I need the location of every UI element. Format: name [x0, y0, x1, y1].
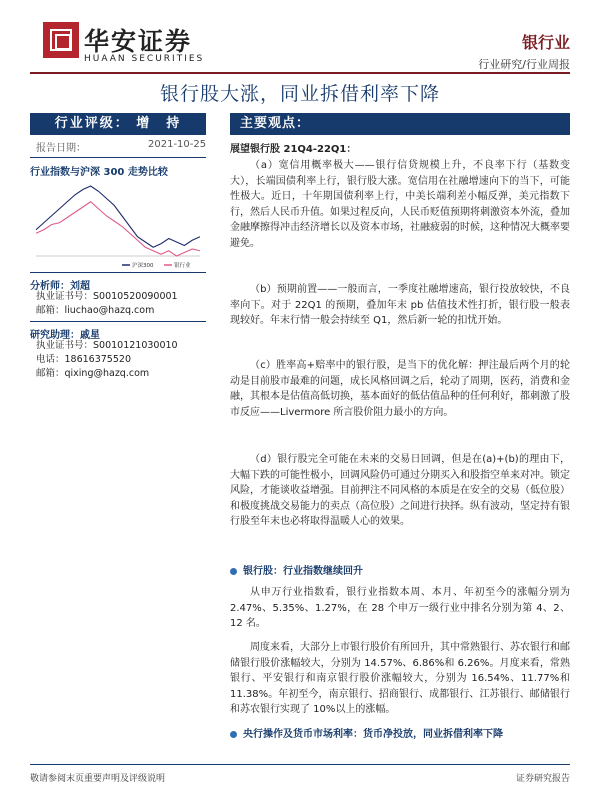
paragraph-d: （d）银行股完全可能在未来的交易日回调，但是在(a)+(b)的理由下，大幅下跌的可能性极小，回调风险仍可通过分期买入和股指空单来对冲。锁定风险，才能谈收益增强。目前押注不同风格的本质是在安全的交易（低位股）和极度挑战交易能力的卖点（高位股）之间进行抉择。纵有波动，坚定持有银行股至年末也必将取得温暖人心的效果。 [230, 454, 570, 527]
paragraph-index: 从申万行业指数看，银行业指数本周、本月、年初至今的涨幅分别为 2.47%、5.35%、1.27%，在 28 个申万一级行业中排名分别为第 4、2、12 名。 [230, 587, 570, 629]
section-bullet-central-bank [230, 725, 503, 740]
company-logo-icon [43, 22, 79, 58]
outlook-lead: 展望银行股 21Q4-22Q1： [230, 144, 357, 155]
logo-chinese-name: 华安证券 [84, 27, 193, 56]
footer-divider [30, 764, 570, 765]
series-line-0 [36, 186, 200, 247]
paragraph-weekly: 周度来看，大部分上市银行股价有所回升，其中常熟银行、苏农银行和邮储银行股价涨幅较大，分别为 14.57%、6.86%和 6.26%。月度来看，常熟银行、平安银行和南京银行股价涨幅较大，分别为 16.54%、11.77%和 11.38%。年初至今，南京银行、招商银行、成都银行、江苏银行、邮储银行和苏农银行实现了 10%以上的涨幅。 [230, 642, 570, 715]
assistant-email: 邮箱：qixing@hazq.com [36, 368, 150, 379]
report-title: 银行股大涨，同业拆借利率下降 [159, 83, 440, 105]
industry-rating: 行业评级： 增 持 [30, 113, 206, 135]
analyst-email: 邮箱：liuchao@hazq.com [36, 305, 155, 316]
report-date-value: 2021-10-25 [148, 139, 207, 150]
paragraph-b: （b）预期前置——一般而言，一季度社融增速高，银行投放较快，不良率向下。对于 22Q1 的预期，叠加年末 pb 估值技术性打折，银行股一般表现较好。年末行情一般会持续至 Q1，然后新一轮的扣忧开始。 [230, 284, 570, 326]
sidebar-divider [30, 321, 206, 322]
document-type: 行业研究/行业周报 [478, 58, 570, 71]
bullet-dot-icon [230, 731, 237, 738]
bullet-text: 央行操作及货币市场利率：货币净投放，同业拆借利率下降 [243, 729, 503, 740]
analyst-heading: 分析师：刘超 [30, 281, 90, 292]
footer-report-type: 证券研究报告 [515, 774, 570, 784]
sidebar-divider [30, 272, 206, 273]
industry-name: 银行业 [521, 33, 570, 52]
paragraph-a: （a）宽信用概率极大——银行信贷规模上升，不良率下行（基数变大），长端国债利率上行，银行股大涨。宽信用在社融增速向下的当下，可能性极大。近日，十年期国债利率上行，中美长端利差小幅反弹，美元指数下行，然后人民币升值。如果过程反向，人民币贬值预期将刺激资本外流，叠加金融摩擦得冲击经济增长以及资本市场，社融疲弱的时候，这种情况大概率要避免。 [230, 160, 570, 249]
chart-title: 行业指数与沪深 300 走势比较 [30, 167, 168, 178]
paragraph-c: （c）胜率高+赔率中的银行股，是当下的优化解：押注最后两个月的轮动是目前股市最难的问题，成长风格回调之后，轮动了周期，医药，消费和金融，其根本是估值高低切换，基本面好的低估值品种的任何利好，都刺激了股市反应——Livermore 所言股价阻力最小的方向。 [230, 360, 570, 418]
sidebar-divider [30, 157, 206, 158]
bullet-text: 银行股：行业指数继续回升 [243, 566, 363, 577]
assistant-heading: 研究助理：戚星 [30, 330, 100, 341]
assistant-cert: 执业证书号：S0010121030010 [36, 340, 178, 351]
report-date-label: 报告日期： [36, 143, 86, 154]
header-divider [30, 72, 570, 74]
index-comparison-chart [30, 180, 206, 272]
main-points-heading: 主要观点： [230, 113, 570, 135]
legend-label-1: 银行业 [174, 263, 191, 269]
assistant-phone: 电话：18616375520 [36, 354, 131, 365]
footer-disclaimer: 敬请参阅末页重要声明及评级说明 [30, 774, 166, 784]
legend-label-0: 沪深300 [132, 263, 154, 269]
section-bullet-bank-stocks [230, 562, 363, 577]
logo-english-name: HUAAN SECURITIES [84, 54, 205, 64]
bullet-dot-icon [230, 568, 237, 575]
analyst-cert: 执业证书号：S0010520090001 [36, 291, 178, 302]
